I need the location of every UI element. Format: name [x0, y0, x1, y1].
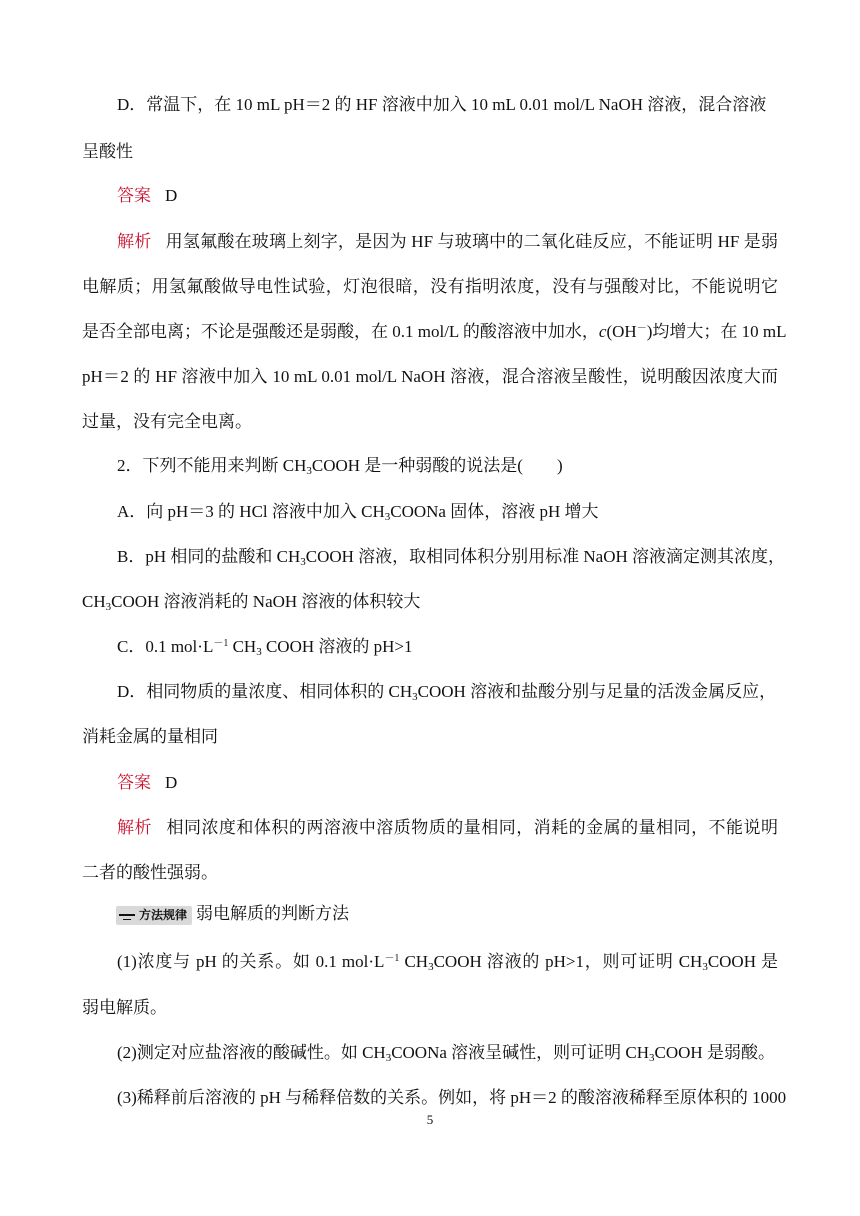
- q1-option-d-line2: 呈酸性: [82, 142, 133, 161]
- method-badge: 方法规律: [116, 906, 192, 925]
- q1-analysis-line5: 过量，没有完全电离。: [82, 412, 252, 431]
- method-title: 弱电解质的判断方法: [196, 904, 350, 923]
- dash-icon: [119, 914, 135, 916]
- method-heading: [116, 902, 778, 926]
- method-p1-line1: (1)浓度与 pH 的关系。如 0.1 $mol\cdot L^{-1}$ $CH_3COOH$ 溶液的 pH>1，则可证明 $CH_3COOH$ 是: [117, 952, 779, 973]
- q2-stem: 2．下列不能用来判断 $CH_3COOH$ 是一种弱酸的说法是( ): [117, 456, 563, 477]
- method-p2: (2)测定对应盐溶液的酸碱性。如 $CH_3COONa$ 溶液呈碱性，则可证明 $CH_3COOH$ 是弱酸。: [117, 1043, 775, 1064]
- q2-option-a: A．向 pH＝3 的 HCl 溶液中加入 $CH_3COONa$ 固体，溶液 pH 增大: [117, 502, 599, 523]
- answer-label: 答案: [117, 773, 151, 792]
- method-p3: (3)稀释前后溶液的 pH 与稀释倍数的关系。例如，将 pH＝2 的酸溶液稀释至原体积的 1000: [117, 1088, 787, 1107]
- q2-option-b-line2: $CH_3COOH$ 溶液消耗的 NaOH 溶液的体积较大: [82, 592, 421, 613]
- q2-option-b-line1: B．pH 相同的盐酸和 $CH_3COOH$ 溶液，取相同体积分别用标准 NaOH 溶液滴定测其浓度，: [117, 547, 786, 568]
- q1-answer: [117, 184, 778, 208]
- q2-analysis-line2: 二者的酸性强弱。: [82, 863, 218, 882]
- q1-option-d-line1: D．常温下，在 10 mL pH＝2 的 HF 溶液中加入 10 mL 0.01 mol/L NaOH 溶液，混合溶液: [117, 95, 767, 114]
- q1-analysis-line1: 解析 用氢氟酸在玻璃上刻字，是因为 HF 与玻璃中的二氧化硅反应，不能证明 HF 是弱: [117, 232, 778, 251]
- q1-analysis-line4: pH＝2 的 HF 溶液中加入 10 mL 0.01 mol/L NaOH 溶液，混合溶液呈酸性，说明酸因浓度大而: [82, 367, 778, 386]
- q2-option-c: C．0.1 $mol\cdot L^{-1}$ $CH_3$ COOH 溶液的 pH>1: [117, 637, 413, 658]
- analysis-label: 解析: [117, 232, 152, 251]
- answer-label: 答案: [117, 186, 151, 205]
- answer-value: D: [165, 773, 178, 792]
- page-number: 5: [426, 1112, 434, 1127]
- q2-analysis-line1: 解析 相同浓度和体积的两溶液中溶质物质的量相同，消耗的金属的量相同，不能说明: [117, 818, 779, 837]
- analysis-label: 解析: [117, 818, 152, 837]
- q1-analysis-line3: 是否全部电离；不论是强酸还是弱酸，在 0.1 mol/L 的酸溶液中加水，c(OH－)均增大；在 10 mL: [82, 322, 787, 341]
- q2-option-d-line1: D．相同物质的量浓度、相同体积的 $CH_3COOH$ 溶液和盐酸分别与足量的活泼金属反应，: [117, 682, 777, 703]
- q2-option-d-line2: 消耗金属的量相同: [82, 727, 218, 746]
- q2-answer: [117, 771, 778, 795]
- answer-value: D: [165, 186, 178, 205]
- q1-analysis-line2: 电解质；用氢氟酸做导电性试验，灯泡很暗，没有指明浓度，没有与强酸对比，不能说明它: [82, 277, 778, 296]
- method-p1-line2: 弱电解质。: [82, 998, 167, 1017]
